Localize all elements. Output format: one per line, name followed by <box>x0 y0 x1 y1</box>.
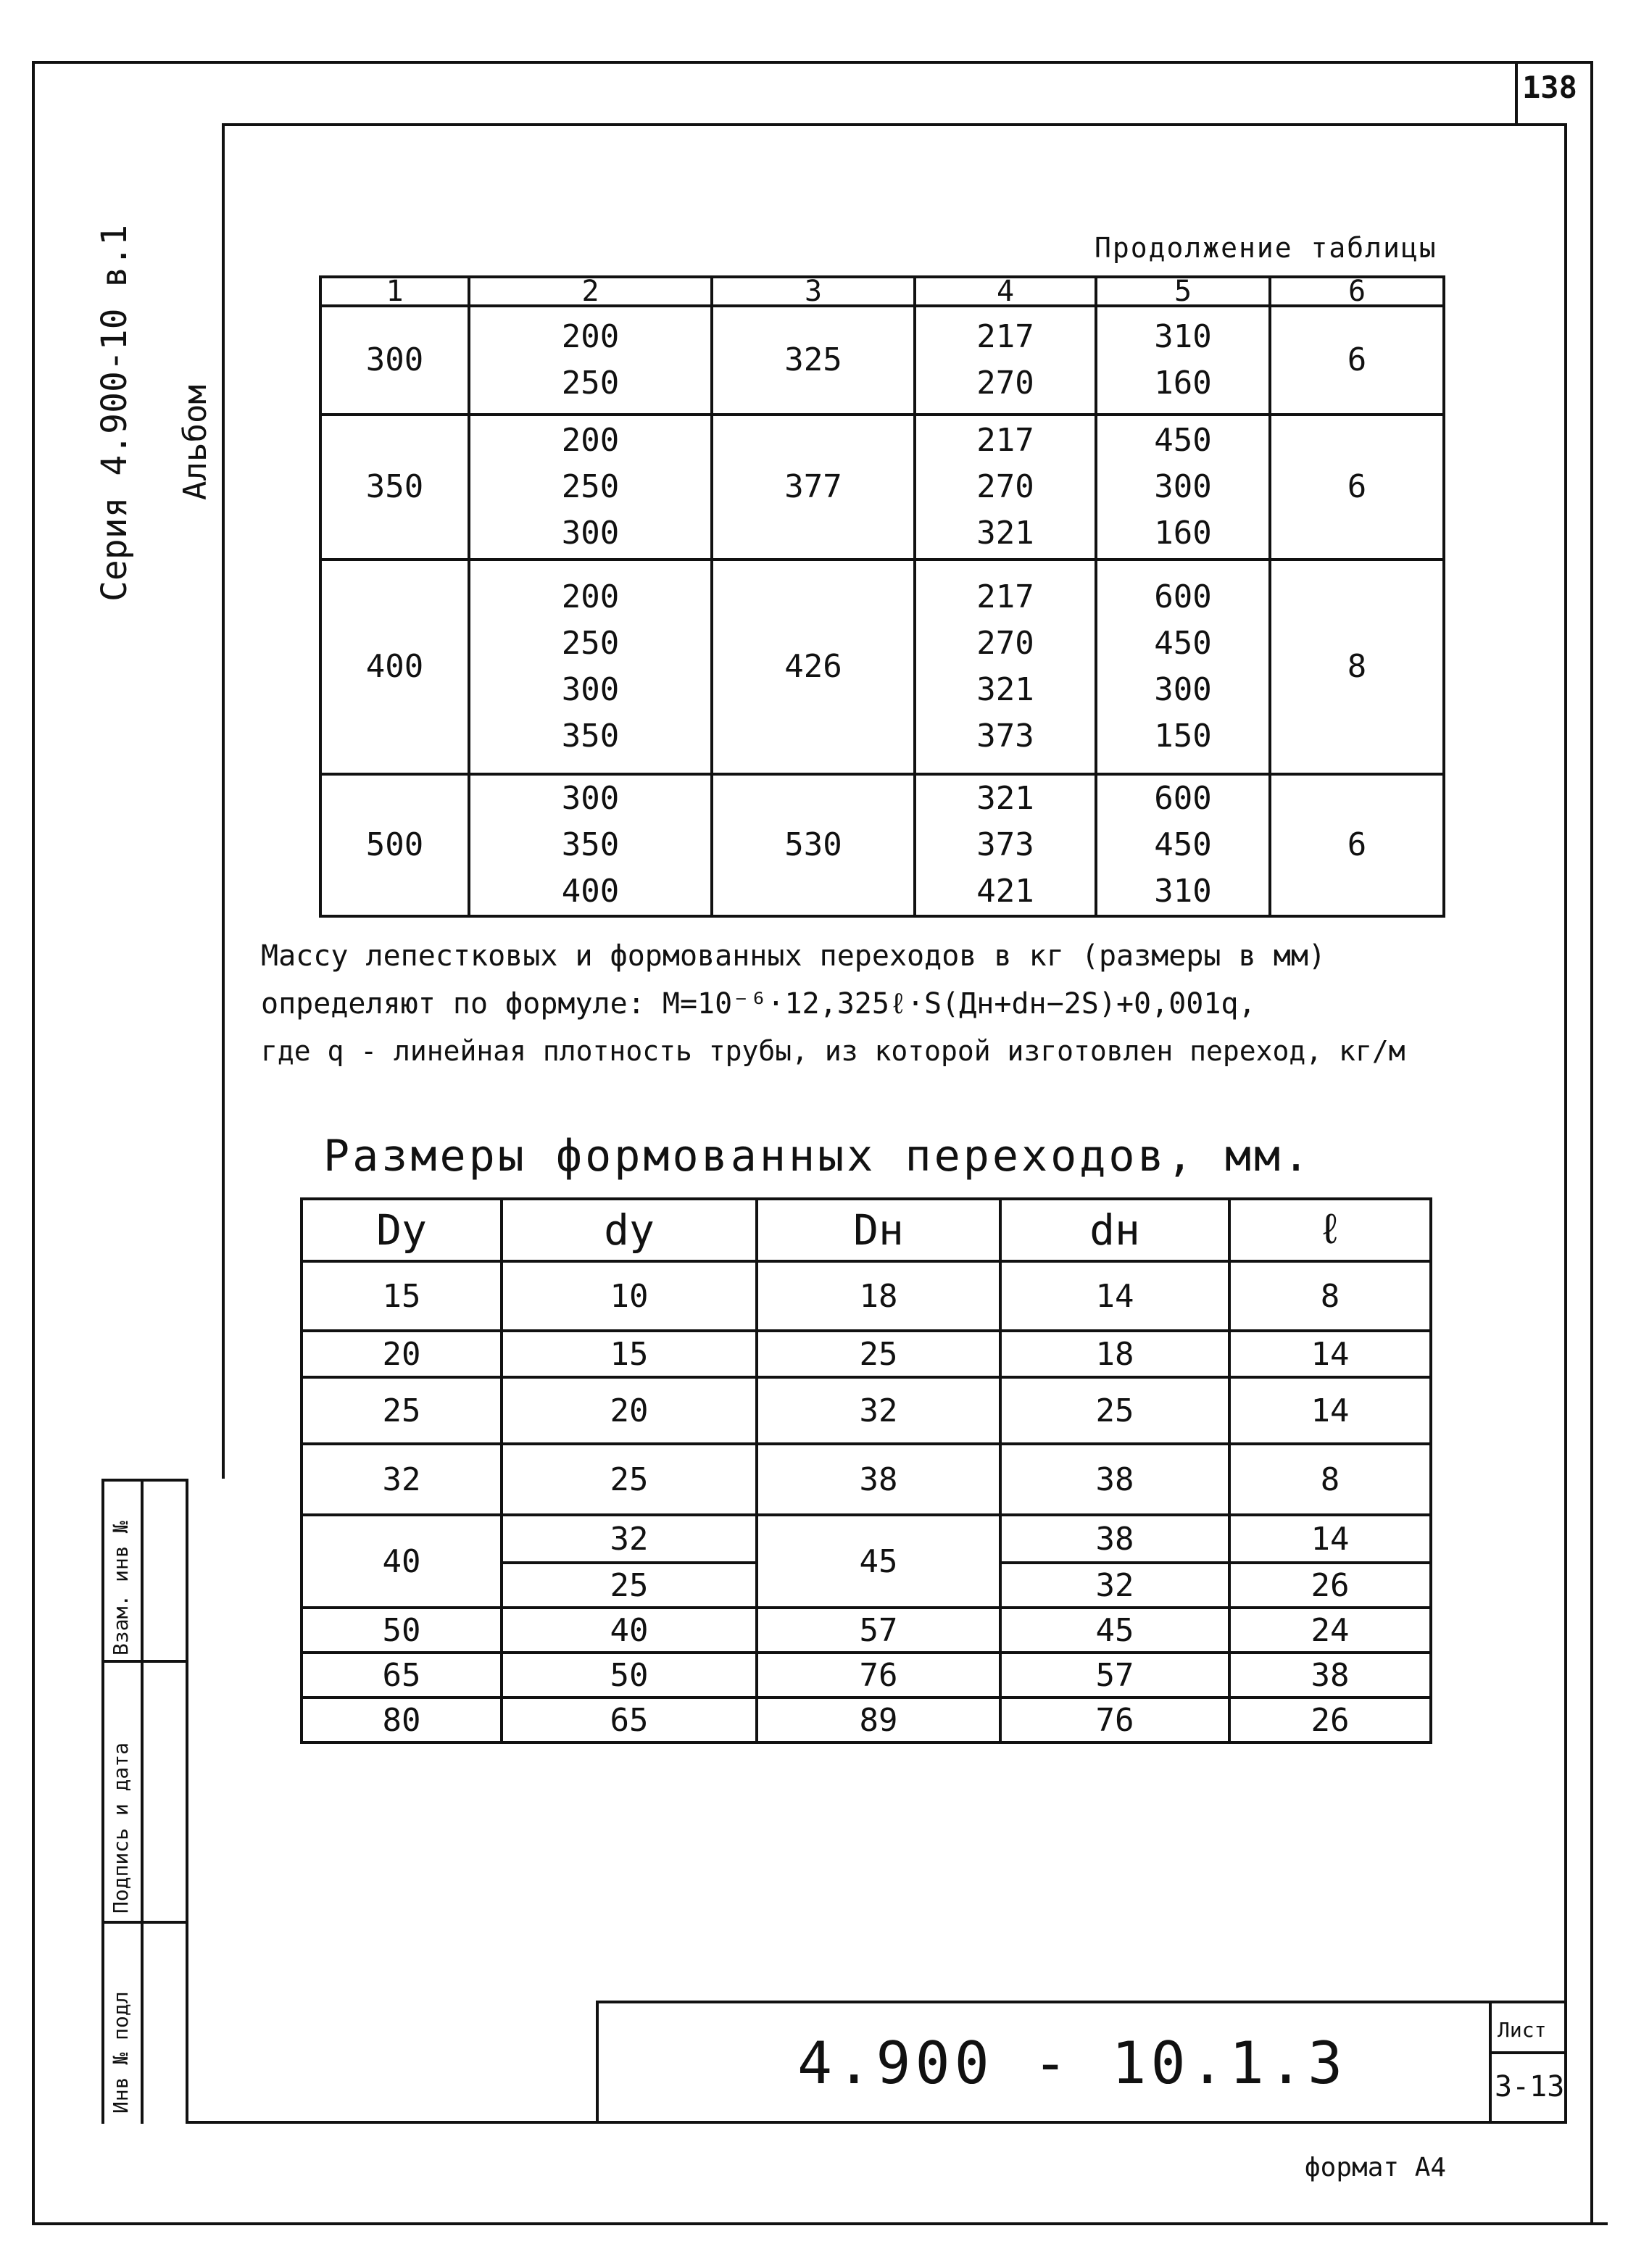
table2-cell: 14 <box>1229 1331 1431 1377</box>
table2-cell: 25 <box>502 1444 757 1515</box>
note-line-3: где q - линейная плотность трубы, из которой изготовлен переход, кг/м <box>261 1035 1405 1067</box>
inner-frame-left-upper <box>222 123 225 1479</box>
table1-cell-line: 217 <box>976 578 1034 615</box>
table1-header-1: 1 <box>320 277 469 306</box>
table1-cell-line: 250 <box>561 625 620 662</box>
table2-cell: 76 <box>757 1653 1000 1698</box>
table2-cell: 10 <box>502 1261 757 1331</box>
table2-cell: 32 <box>502 1515 757 1563</box>
table1-cell-line: 300 <box>1154 671 1212 708</box>
table2-row <box>302 1331 1431 1377</box>
table2-cell: 26 <box>1229 1563 1431 1608</box>
table2-cell: 8 <box>1229 1261 1431 1331</box>
table1-row <box>320 415 1444 560</box>
table1-cell-line: 250 <box>561 468 620 505</box>
table1 <box>319 275 1445 918</box>
outer-frame-top <box>32 61 1590 64</box>
table1-cell: 6 <box>1270 415 1444 560</box>
sheet-label: Лист <box>1498 2018 1547 2042</box>
side-series-label: Серия 4.900-10 в.1 <box>94 224 135 602</box>
table1-cell-line: 421 <box>976 873 1034 910</box>
page-number: 138 <box>1522 70 1577 105</box>
table2-row <box>302 1515 1431 1563</box>
table2-cell: 57 <box>1000 1653 1229 1698</box>
table1-cell-line: 300 <box>561 671 620 708</box>
table2-cell: 38 <box>1000 1444 1229 1515</box>
table2-row <box>302 1377 1431 1444</box>
table2-row <box>302 1444 1431 1515</box>
table1-cell-line: 250 <box>561 365 620 402</box>
table1-row <box>320 774 1444 916</box>
table1-cell-line: 217 <box>976 422 1034 459</box>
table2-cell: 25 <box>302 1377 502 1444</box>
table1-header-6: 6 <box>1270 277 1444 306</box>
table1-cell-line: 321 <box>976 780 1034 817</box>
inner-frame-bottom <box>186 2121 1567 2124</box>
table1-cell <box>1096 415 1270 560</box>
table1-row <box>320 306 1444 415</box>
table2-cell: 50 <box>302 1608 502 1653</box>
title-block-sheet-sep <box>1489 2051 1567 2054</box>
table1-cell: 377 <box>712 415 915 560</box>
table1-cell <box>915 306 1096 415</box>
table1-cell-line: 150 <box>1154 718 1212 755</box>
table1-cell-line: 160 <box>1154 515 1212 552</box>
table2-row <box>302 1608 1431 1653</box>
table2-cell: 38 <box>1000 1515 1229 1563</box>
page-number-box-left <box>1515 61 1518 123</box>
table2-header-dy: dу <box>502 1199 757 1261</box>
table1-cell-line: 600 <box>1154 578 1212 615</box>
stamp-strip-sep2 <box>101 1921 188 1924</box>
table2-cell: 25 <box>502 1563 757 1608</box>
table1-cell-line: 450 <box>1154 826 1212 863</box>
table2-cell: 38 <box>1229 1653 1431 1698</box>
table1-cell-line: 270 <box>976 468 1034 505</box>
table2-cell: 45 <box>1000 1608 1229 1653</box>
table1-cell <box>915 415 1096 560</box>
table2-cell: 40 <box>502 1608 757 1653</box>
stamp-strip-inner <box>141 1479 144 2124</box>
table1-cell: 6 <box>1270 306 1444 415</box>
table1-cell-line: 270 <box>976 625 1034 662</box>
table1-row <box>320 560 1444 774</box>
table1-cell-line: 450 <box>1154 422 1212 459</box>
table1-header-4: 4 <box>915 277 1096 306</box>
table2-cell: 32 <box>757 1377 1000 1444</box>
outer-frame-right <box>1590 61 1593 2224</box>
table2-cell: 57 <box>757 1608 1000 1653</box>
table1-cell-line: 300 <box>561 780 620 817</box>
table2-cell: 50 <box>502 1653 757 1698</box>
table2-cell: 40 <box>302 1515 502 1608</box>
table2-cell: 25 <box>1000 1377 1229 1444</box>
table2-cell: 80 <box>302 1698 502 1742</box>
table1-cell-line: 321 <box>976 515 1034 552</box>
table1-cell <box>469 415 712 560</box>
table1-cell-line: 200 <box>561 318 620 355</box>
table1-cell-line: 350 <box>561 718 620 755</box>
table2-cell: 89 <box>757 1698 1000 1742</box>
table2 <box>300 1197 1432 1744</box>
table2-cell: 25 <box>757 1331 1000 1377</box>
table1-cell-line: 310 <box>1154 873 1212 910</box>
table1-cell <box>915 774 1096 916</box>
stamp-strip-top <box>101 1479 188 1482</box>
outer-frame-bottom <box>32 2222 1608 2225</box>
table1-cell-line: 300 <box>561 515 620 552</box>
outer-frame-left <box>32 61 35 2225</box>
table1-header-row <box>320 277 1444 306</box>
doc-number: 4.900 - 10.1.3 <box>797 2030 1347 2097</box>
table1-cell <box>1096 560 1270 774</box>
table1-cell <box>469 560 712 774</box>
table1-cell-line: 450 <box>1154 625 1212 662</box>
table2-header-Dy: Dу <box>302 1199 502 1261</box>
table1-cell-line: 270 <box>976 365 1034 402</box>
stamp-label-inventory: Инв № подл <box>109 1991 133 2114</box>
table2-cell: 65 <box>302 1653 502 1698</box>
table1-cell-line: 373 <box>976 826 1034 863</box>
table2-header-dn: dн <box>1000 1199 1229 1261</box>
table2-cell: 18 <box>1000 1331 1229 1377</box>
table2-cell: 26 <box>1229 1698 1431 1742</box>
table2-row <box>302 1698 1431 1742</box>
table2-cell: 14 <box>1229 1515 1431 1563</box>
table1-cell-line: 350 <box>561 826 620 863</box>
table1-cell: 350 <box>320 415 469 560</box>
table2-title: Размеры формованных переходов, мм. <box>323 1131 1313 1181</box>
table1-cell <box>915 560 1096 774</box>
table2-cell: 76 <box>1000 1698 1229 1742</box>
table2-header-Dn: Dн <box>757 1199 1000 1261</box>
table1-cell-line: 310 <box>1154 318 1212 355</box>
table2-cell: 18 <box>757 1261 1000 1331</box>
inner-frame-left <box>186 1479 188 2124</box>
table2-cell: 65 <box>502 1698 757 1742</box>
sheet-number: 3-13 <box>1495 2070 1565 2103</box>
table1-cell <box>1096 306 1270 415</box>
table2-header-row <box>302 1199 1431 1261</box>
table1-cell: 8 <box>1270 560 1444 774</box>
table2-row <box>302 1653 1431 1698</box>
inner-frame-right <box>1564 123 1567 2124</box>
table1-cell-line: 200 <box>561 422 620 459</box>
table2-cell: 38 <box>757 1444 1000 1515</box>
title-block-left <box>596 2001 599 2124</box>
note-line-2: определяют по формуле: M=10⁻⁶·12,325ℓ·S(Дн+dн−2S)+0,001q, <box>261 987 1256 1021</box>
table1-cell <box>1096 774 1270 916</box>
table1-cell: 500 <box>320 774 469 916</box>
table2-row <box>302 1261 1431 1331</box>
table2-cell: 8 <box>1229 1444 1431 1515</box>
table2-cell: 24 <box>1229 1608 1431 1653</box>
inner-frame-top <box>222 123 1567 126</box>
table1-cell-line: 321 <box>976 671 1034 708</box>
table2-cell: 45 <box>757 1515 1000 1608</box>
table2-cell: 15 <box>502 1331 757 1377</box>
table1-cell-line: 217 <box>976 318 1034 355</box>
stamp-label-replace: Взам. инв № <box>109 1521 133 1656</box>
table1-cell: 400 <box>320 560 469 774</box>
table2-header-l: ℓ <box>1229 1199 1431 1261</box>
title-block-sheet-divider <box>1489 2001 1492 2124</box>
title-block-top <box>596 2001 1567 2003</box>
table1-cell-line: 600 <box>1154 780 1212 817</box>
table1-cell <box>469 306 712 415</box>
table1-cell: 530 <box>712 774 915 916</box>
table1-header-5: 5 <box>1096 277 1270 306</box>
table1-cell: 300 <box>320 306 469 415</box>
table1-cell: 325 <box>712 306 915 415</box>
table2-cell: 32 <box>302 1444 502 1515</box>
table1-cell-line: 400 <box>561 873 620 910</box>
table1-header-2: 2 <box>469 277 712 306</box>
table1-cell <box>469 774 712 916</box>
table2-cell: 14 <box>1000 1261 1229 1331</box>
table1-caption: Продолжение таблицы <box>1095 232 1437 264</box>
format-label: формат А4 <box>1305 2153 1447 2182</box>
table1-cell: 6 <box>1270 774 1444 916</box>
table2-cell: 32 <box>1000 1563 1229 1608</box>
table1-cell: 426 <box>712 560 915 774</box>
table1-cell-line: 373 <box>976 718 1034 755</box>
stamp-label-signature: Подпись и дата <box>109 1742 133 1914</box>
table1-cell-line: 300 <box>1154 468 1212 505</box>
stamp-strip-left <box>101 1479 104 2124</box>
table2-cell: 15 <box>302 1261 502 1331</box>
table2-cell: 20 <box>502 1377 757 1444</box>
table1-header-3: 3 <box>712 277 915 306</box>
side-album-label: Альбом <box>177 385 214 500</box>
note-line-1: Массу лепестковых и формованных переходов в кг (размеры в мм) <box>261 939 1326 973</box>
table2-cell: 14 <box>1229 1377 1431 1444</box>
table1-cell-line: 160 <box>1154 365 1212 402</box>
table1-cell-line: 200 <box>561 578 620 615</box>
stamp-strip-sep1 <box>101 1660 188 1663</box>
table2-cell: 20 <box>302 1331 502 1377</box>
